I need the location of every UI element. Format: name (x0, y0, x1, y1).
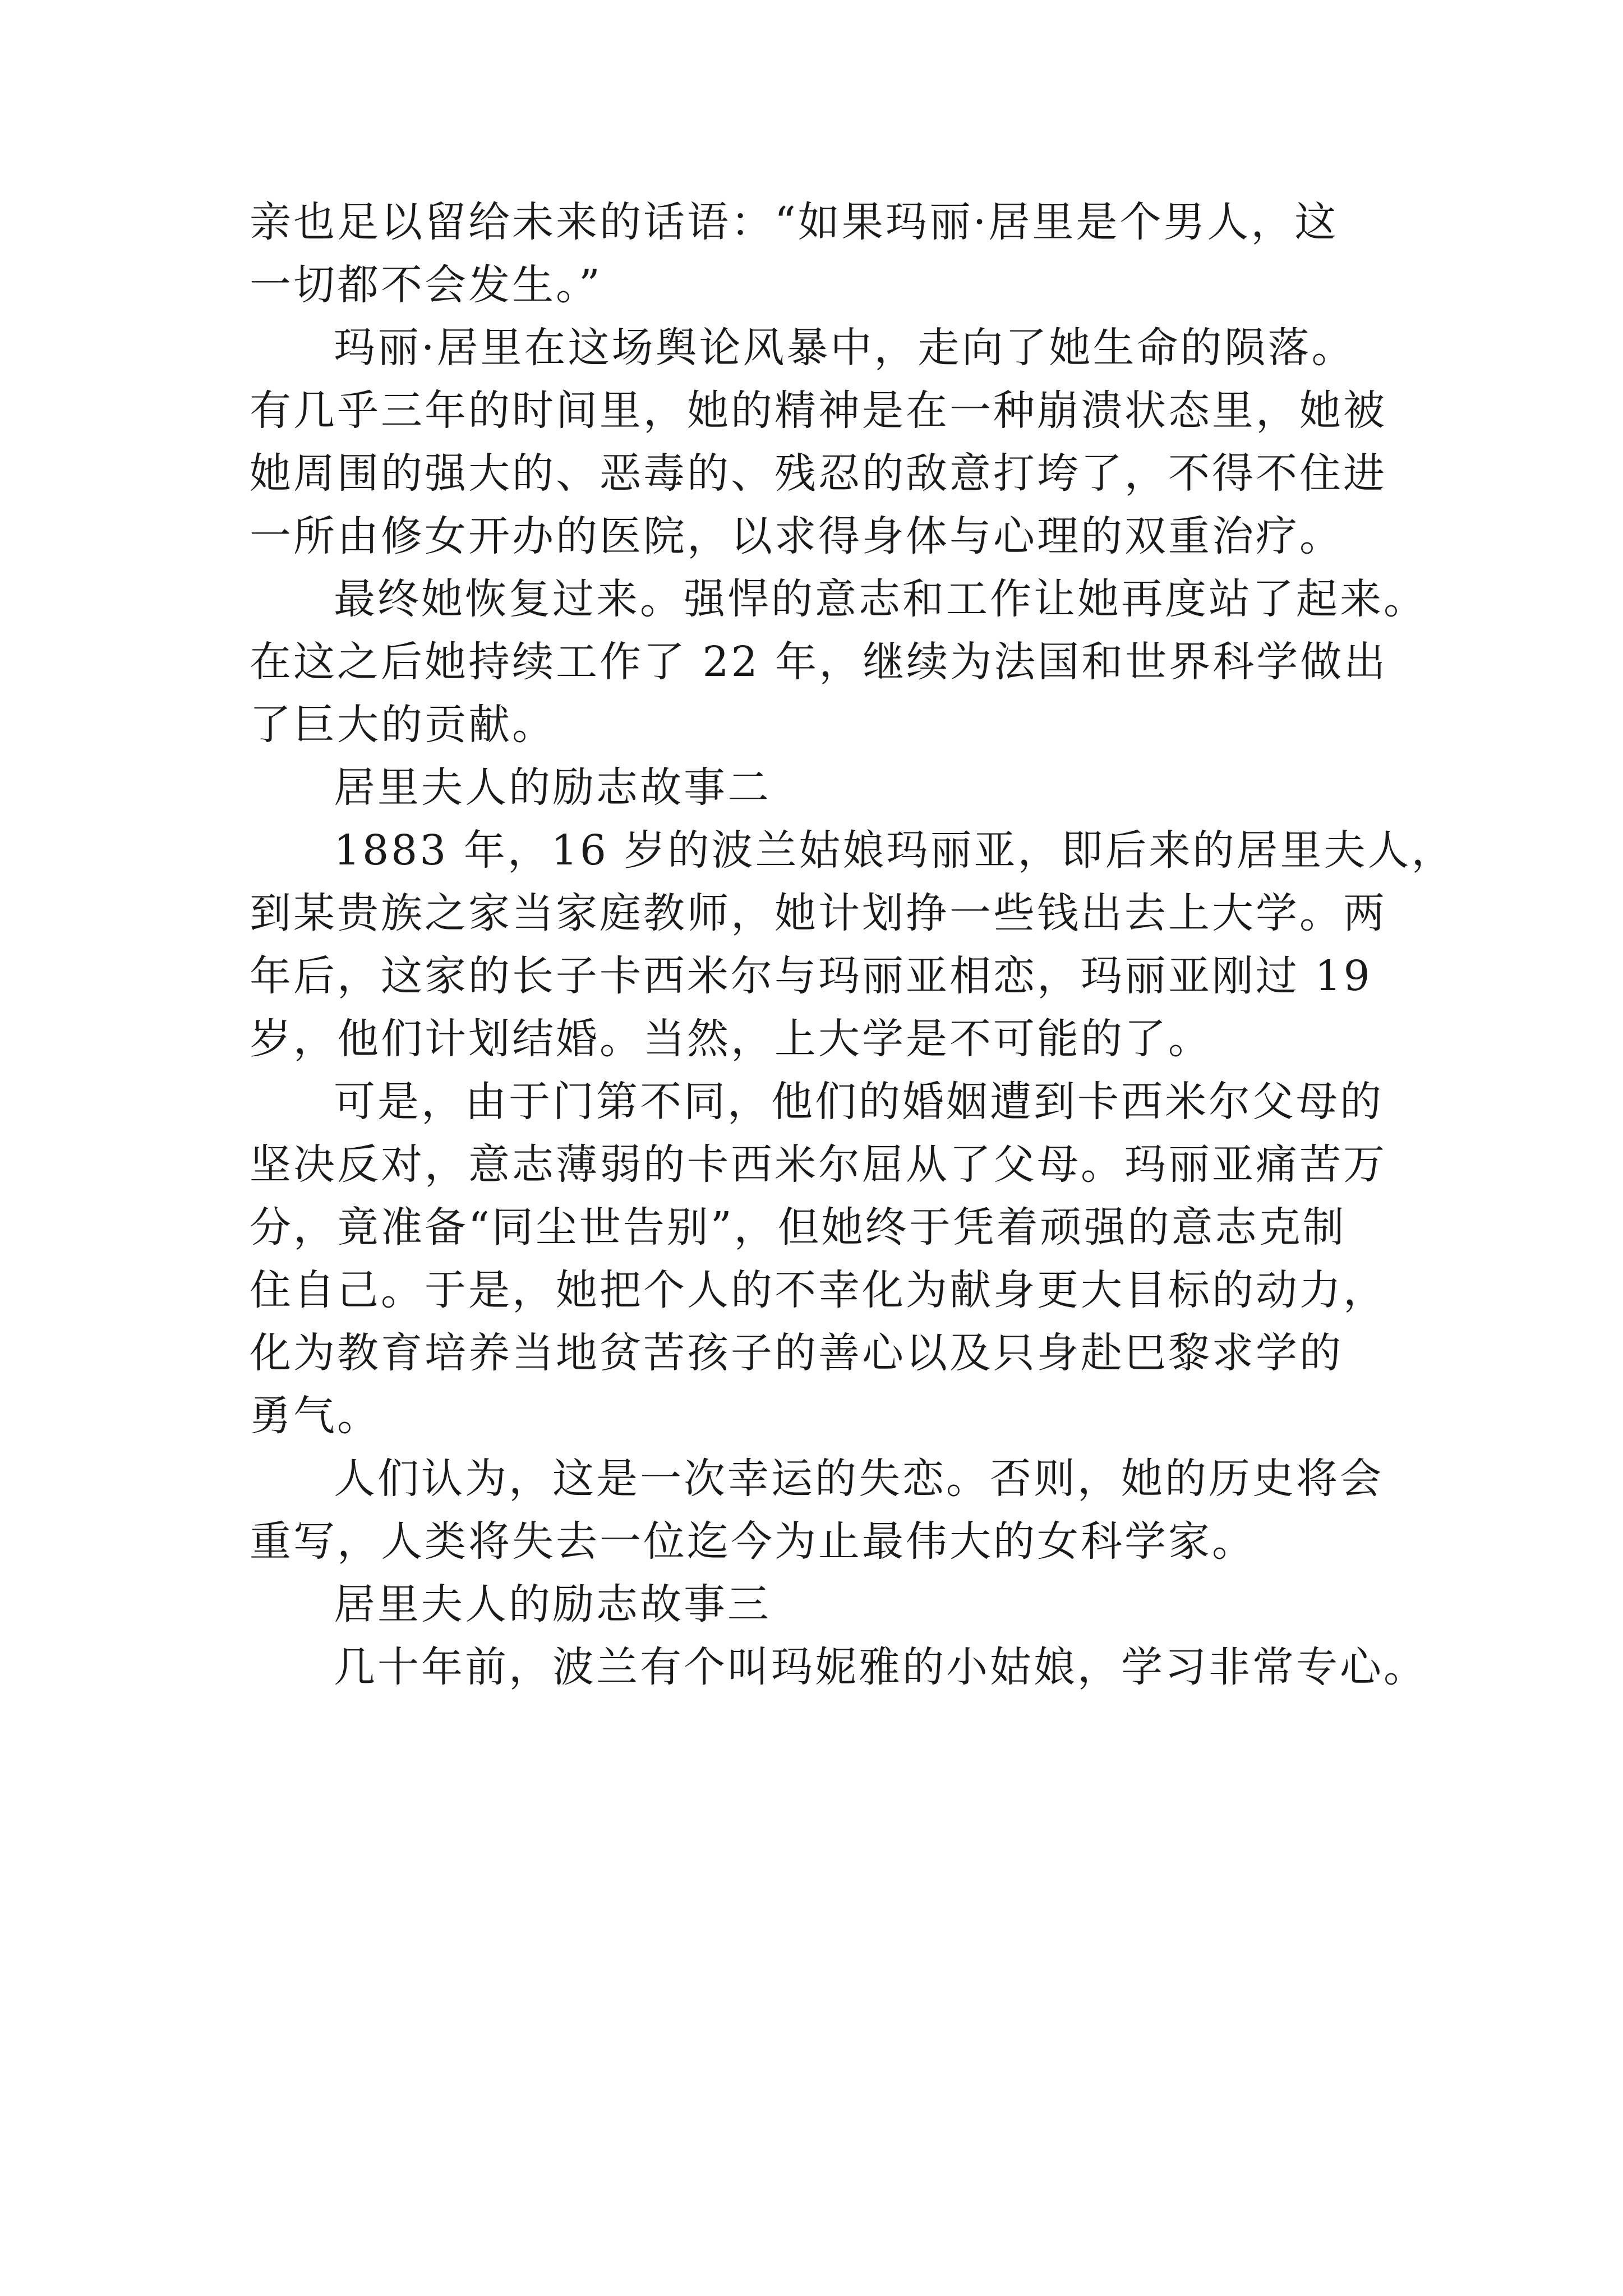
text-line: 岁，他们计划结婚。当然，上大学是不可能的了。 (250, 1015, 1212, 1063)
text-line: 在这之后她持续工作了 22 年，继续为法国和世界科学做出 (250, 638, 1388, 686)
text-line: 有几乎三年的时间里，她的精神是在一种崩溃状态里，她被 (250, 386, 1387, 435)
text-line: 亲也足以留给未来的话语：“如果玛丽·居里是个男人，这 (250, 198, 1339, 246)
text-line: 了巨大的贡献。 (250, 701, 556, 749)
text-line: 分，竟准备“同尘世告别”，但她终于凭着顽强的意志克制 (250, 1203, 1347, 1251)
text-line: 到某贵族之家当家庭教师，她计划挣一些钱出去上大学。两 (250, 889, 1387, 937)
section-heading: 居里夫人的励志故事二 (334, 763, 771, 812)
paragraph-start-line: 几十年前，波兰有个叫玛妮雅的小姑娘，学习非常专心。 (334, 1643, 1427, 1691)
paragraph-start-line: 1883 年，16 岁的波兰姑娘玛丽亚，即后来的居里夫人， (334, 826, 1455, 875)
text-line: 她周围的强大的、恶毒的、残忍的敌意打垮了，不得不住进 (250, 449, 1387, 498)
paragraph-start-line: 可是，由于门第不同，他们的婚姻遭到卡西米尔父母的 (334, 1078, 1384, 1126)
text-line: 一切都不会发生。” (250, 261, 602, 309)
text-line: 化为教育培养当地贫苦孩子的善心以及只身赴巴黎求学的 (250, 1329, 1343, 1377)
paragraph-start-line: 玛丽·居里在这场舆论风暴中，走向了她生命的陨落。 (334, 324, 1355, 372)
section-heading: 居里夫人的励志故事三 (334, 1580, 771, 1628)
text-line: 坚决反对，意志薄弱的卡西米尔屈从了父母。玛丽亚痛苦万 (250, 1140, 1387, 1189)
text-line: 住自己。于是，她把个人的不幸化为献身更大目标的动力， (250, 1266, 1387, 1314)
text-line: 重写，人类将失去一位迄今为止最伟大的女科学家。 (250, 1517, 1256, 1566)
paragraph-start-line: 最终她恢复过来。强悍的意志和工作让她再度站了起来。 (334, 575, 1427, 623)
text-line: 年后，这家的长子卡西米尔与玛丽亚相恋，玛丽亚刚过 19 (250, 952, 1372, 1000)
body-text (250, 191, 1455, 1699)
text-line: 勇气。 (250, 1392, 381, 1440)
text-line: 一所由修女开办的医院，以求得身体与心理的双重治疗。 (250, 512, 1343, 560)
paragraph-start-line: 人们认为，这是一次幸运的失恋。否则，她的历史将会 (334, 1455, 1384, 1503)
